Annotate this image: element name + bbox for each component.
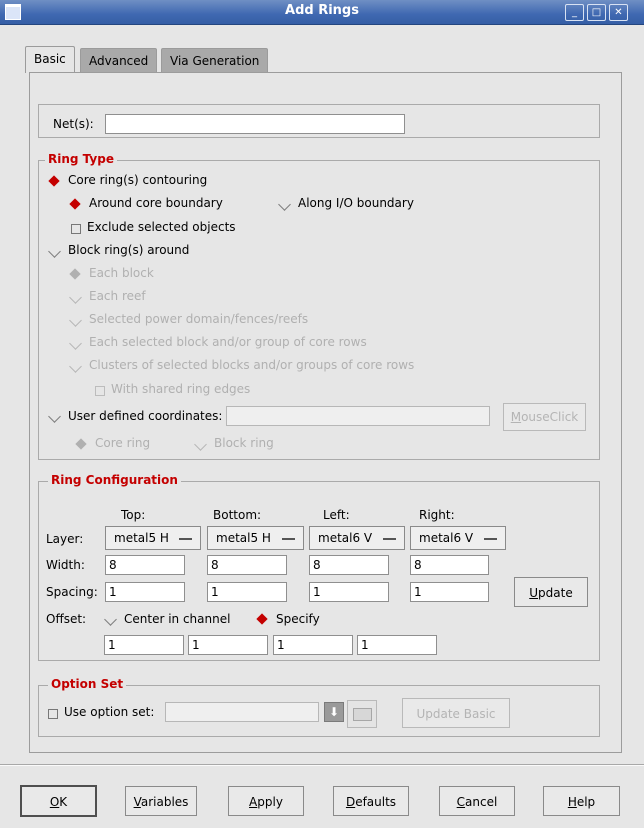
offset-bottom-input[interactable]: 1 bbox=[188, 635, 268, 655]
nets-input[interactable] bbox=[105, 114, 405, 134]
layer-label: Layer: bbox=[46, 532, 84, 546]
width-label: Width: bbox=[46, 558, 85, 572]
use-option-set-label: Use option set: bbox=[64, 705, 155, 719]
layer-left-select[interactable]: metal6 V bbox=[309, 526, 405, 550]
width-right-input[interactable]: 8 bbox=[410, 555, 489, 575]
defaults-button[interactable]: Defaults bbox=[333, 786, 409, 816]
around-core-label: Around core boundary bbox=[89, 196, 223, 210]
clusters-label: Clusters of selected blocks and/or groups of core rows bbox=[89, 358, 415, 372]
maximize-icon[interactable]: □ bbox=[587, 4, 606, 21]
ring-type-title: Ring Type bbox=[45, 152, 117, 166]
apply-button[interactable]: Apply bbox=[228, 786, 304, 816]
each-block-label: Each block bbox=[89, 266, 154, 280]
layer-right-select[interactable]: metal6 V bbox=[410, 526, 506, 550]
core-ring-option-label: Core ring bbox=[95, 436, 151, 450]
mouseclick-button[interactable]: MouseClick bbox=[503, 403, 586, 431]
shared-edges-checkbox[interactable] bbox=[95, 386, 105, 396]
option-set-title: Option Set bbox=[48, 677, 126, 691]
each-reef-label: Each reef bbox=[89, 289, 146, 303]
offset-top-input[interactable]: 1 bbox=[104, 635, 184, 655]
option-set-input[interactable] bbox=[165, 702, 319, 722]
update-basic-button[interactable]: Update Basic bbox=[402, 698, 510, 728]
each-selected-block-label: Each selected block and/or group of core rows bbox=[89, 335, 367, 349]
use-option-set-checkbox[interactable] bbox=[48, 709, 58, 719]
layer-top-select[interactable]: metal5 H bbox=[105, 526, 201, 550]
shared-edges-label: With shared ring edges bbox=[111, 382, 251, 396]
spacing-left-input[interactable]: 1 bbox=[309, 582, 389, 602]
ok-button[interactable]: OK bbox=[20, 785, 97, 817]
header-left: Left: bbox=[323, 508, 350, 522]
width-top-input[interactable]: 8 bbox=[105, 555, 185, 575]
exclude-label: Exclude selected objects bbox=[87, 220, 236, 234]
header-top: Top: bbox=[121, 508, 146, 522]
user-coordinates-input[interactable] bbox=[226, 406, 490, 426]
block-ring-option-label: Block ring bbox=[214, 436, 274, 450]
browse-options-button[interactable] bbox=[347, 700, 377, 728]
offset-right-input[interactable]: 1 bbox=[357, 635, 437, 655]
help-button[interactable]: Help bbox=[543, 786, 620, 816]
header-bottom: Bottom: bbox=[213, 508, 262, 522]
nets-label: Net(s): bbox=[53, 117, 94, 131]
selected-power-label: Selected power domain/fences/reefs bbox=[89, 312, 309, 326]
window-title: Add Rings bbox=[285, 3, 359, 18]
layer-bottom-select[interactable]: metal5 H bbox=[207, 526, 304, 550]
bottom-separator-highlight bbox=[0, 765, 644, 766]
width-bottom-input[interactable]: 8 bbox=[207, 555, 287, 575]
close-icon[interactable]: ✕ bbox=[609, 4, 628, 21]
ring-config-title: Ring Configuration bbox=[48, 473, 181, 487]
spacing-top-input[interactable]: 1 bbox=[105, 582, 185, 602]
cancel-button[interactable]: Cancel bbox=[439, 786, 515, 816]
update-button[interactable]: Update bbox=[514, 577, 588, 607]
core-ring-label: Core ring(s) contouring bbox=[68, 173, 208, 187]
tab-via-generation[interactable]: Via Generation bbox=[161, 48, 268, 73]
tab-basic[interactable]: Basic bbox=[25, 46, 75, 73]
width-left-input[interactable]: 8 bbox=[309, 555, 389, 575]
spacing-label: Spacing: bbox=[46, 585, 98, 599]
specify-label: Specify bbox=[276, 612, 320, 626]
along-io-label: Along I/O boundary bbox=[298, 196, 414, 210]
user-defined-label: User defined coordinates: bbox=[68, 409, 223, 423]
exclude-checkbox[interactable] bbox=[71, 224, 81, 234]
header-right: Right: bbox=[419, 508, 455, 522]
offset-label: Offset: bbox=[46, 612, 87, 626]
offset-left-input[interactable]: 1 bbox=[273, 635, 353, 655]
center-in-channel-label: Center in channel bbox=[124, 612, 231, 626]
download-arrow-icon[interactable]: ⬇ bbox=[324, 702, 344, 722]
spacing-right-input[interactable]: 1 bbox=[410, 582, 489, 602]
block-ring-label: Block ring(s) around bbox=[68, 243, 190, 257]
tab-advanced[interactable]: Advanced bbox=[80, 48, 157, 73]
minimize-icon[interactable]: _ bbox=[565, 4, 584, 21]
spacing-bottom-input[interactable]: 1 bbox=[207, 582, 287, 602]
variables-button[interactable]: Variables bbox=[125, 786, 197, 816]
browse-icon bbox=[353, 708, 372, 721]
